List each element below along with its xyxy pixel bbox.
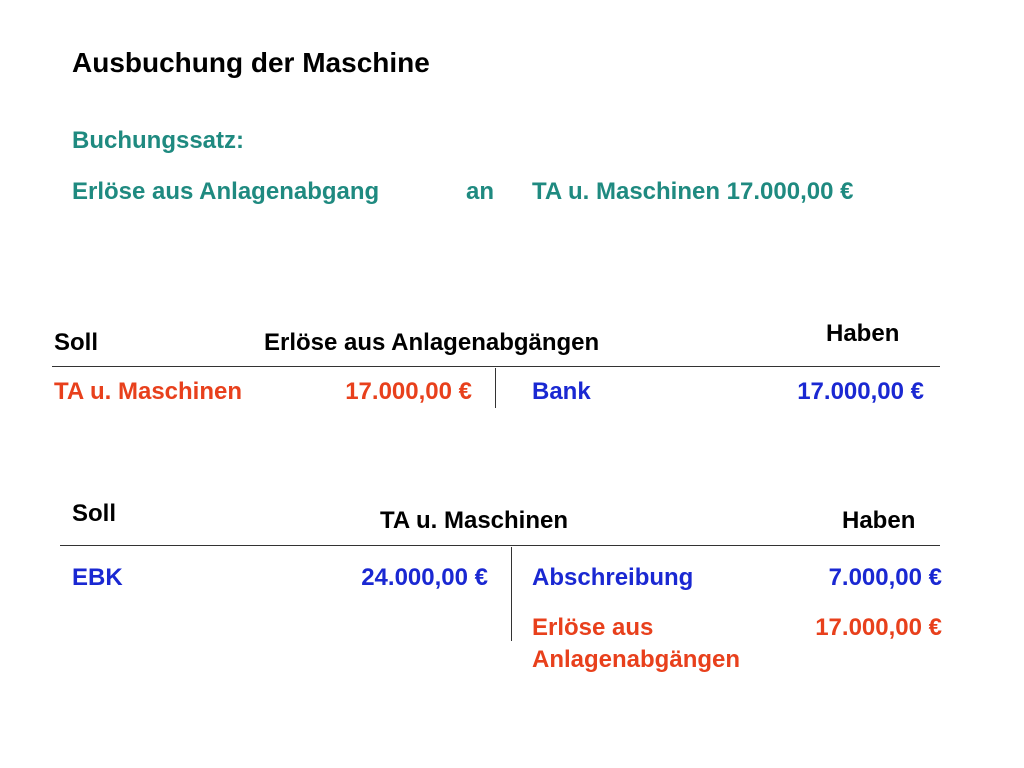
- account2-horizontal-line: [60, 545, 940, 546]
- account2-credit-label-erloese-line1: Erlöse aus: [532, 614, 654, 641]
- account1-soll-label: Soll: [54, 329, 99, 356]
- account1-debit-amount: 17.000,00 €: [345, 378, 472, 405]
- account1-haben-label: Haben: [826, 320, 900, 347]
- account1-horizontal-line: [52, 366, 940, 367]
- account2-title: TA u. Maschinen: [380, 507, 569, 534]
- account2-credit-amount-abschreibung: 7.000,00 €: [828, 564, 942, 591]
- account2-credit-amount-erloese: 17.000,00 €: [815, 614, 942, 641]
- page-title: Ausbuchung der Maschine: [72, 47, 430, 78]
- account2-debit-amount: 24.000,00 €: [361, 564, 488, 591]
- booking-connector: an: [466, 178, 495, 205]
- account2-credit-label-erloese-line2: Anlagenabgängen: [532, 646, 741, 673]
- account1-debit-label: TA u. Maschinen: [54, 378, 243, 405]
- account1-vertical-line: [495, 368, 496, 408]
- account2-haben-label: Haben: [842, 507, 916, 534]
- account1-credit-amount: 17.000,00 €: [797, 378, 924, 405]
- account1-title: Erlöse aus Anlagenabgängen: [264, 329, 600, 356]
- booking-debit: Erlöse aus Anlagenabgang: [72, 178, 380, 205]
- account2-vertical-line: [511, 547, 512, 641]
- account2-credit-label-abschreibung: Abschreibung: [532, 564, 694, 591]
- account2-debit-label: EBK: [72, 564, 123, 591]
- account1-credit-label: Bank: [532, 378, 591, 405]
- booking-credit: TA u. Maschinen 17.000,00 €: [532, 178, 854, 205]
- booking-label: Buchungssatz:: [72, 127, 245, 154]
- account2-soll-label: Soll: [72, 500, 117, 527]
